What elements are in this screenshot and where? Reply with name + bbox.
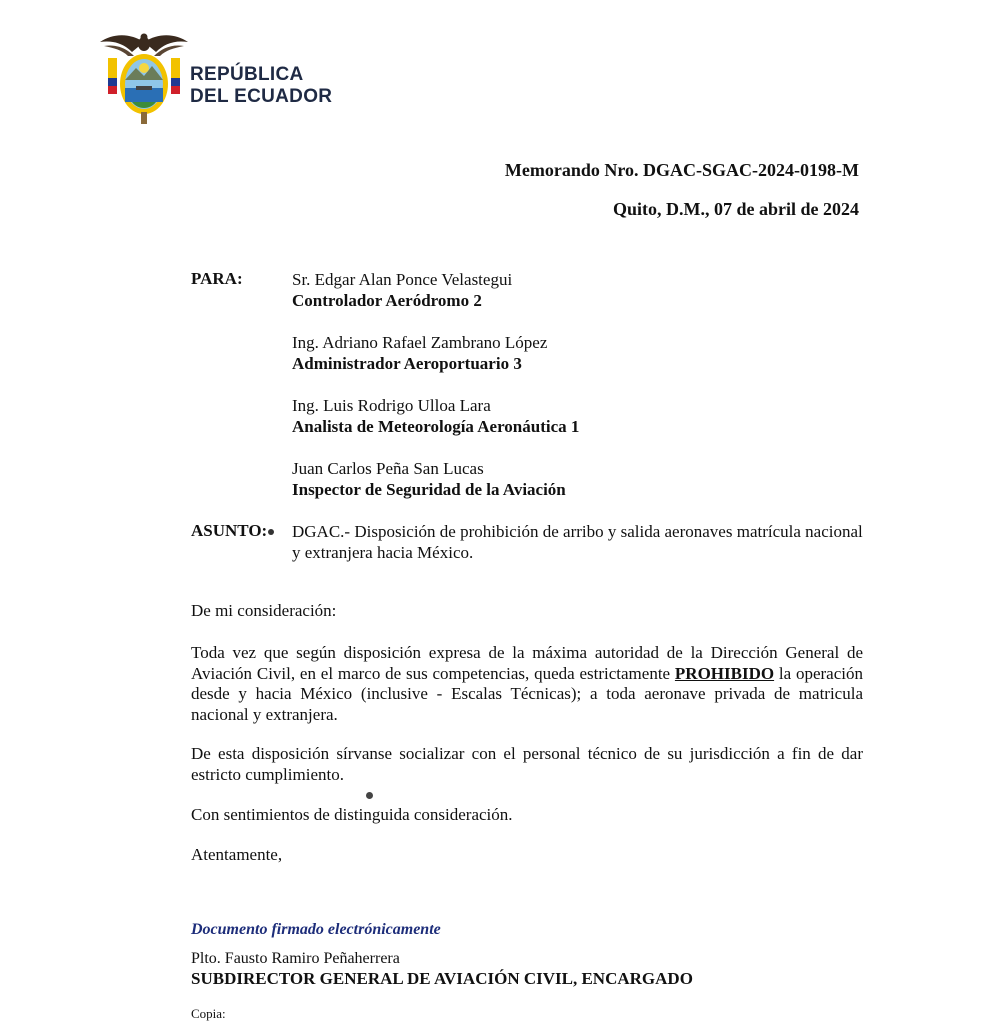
greeting: De mi consideración:: [191, 601, 337, 620]
electronic-signature-note: Documento firmado electrónicamente: [191, 921, 441, 938]
recipient-name: Juan Carlos Peña San Lucas: [292, 459, 484, 478]
signer-title: SUBDIRECTOR GENERAL DE AVIACIÓN CIVIL, ENCARGADO: [191, 969, 693, 988]
recipients-list: [292, 269, 862, 521]
asunto-label: ASUNTO:: [191, 521, 268, 540]
country-name-line1: REPÚBLICA: [190, 64, 304, 85]
recipient-role: Controlador Aeródromo 2: [292, 291, 482, 310]
prohibido-emphasis: PROHIBIDO: [674, 663, 775, 683]
ink-dot-icon: [268, 529, 274, 535]
body-paragraph-1: [191, 643, 863, 725]
recipient-role: Analista de Meteorología Aeronáutica 1: [292, 417, 580, 436]
body-paragraph-2: De esta disposición sírvanse socializar con el personal técnico de su jurisdicción a fin de dar estricto cumplimiento.: [191, 744, 863, 784]
recipient-name: Ing. Luis Rodrigo Ulloa Lara: [292, 396, 491, 415]
asunto-label-wrap: [191, 521, 274, 541]
recipient-role: Administrador Aeroportuario 3: [292, 354, 522, 373]
country-name: [190, 64, 332, 108]
memo-number: Memorando Nro. DGAC-SGAC-2024-0198-M: [504, 160, 859, 180]
ink-dot-icon: [366, 792, 373, 799]
asunto-text: DGAC.- Disposición de prohibición de arribo y salida aeronaves matrícula nacional y extranjera hacia México.: [292, 522, 863, 562]
copia-label: Copia:: [191, 1006, 226, 1021]
recipient: [292, 332, 862, 374]
recipient-role: Inspector de Seguridad de la Aviación: [292, 480, 566, 499]
recipient: [292, 458, 862, 500]
p1-text-after: la operación desde y hacia México (inclusive - Escalas Técnicas); a toda aeronave privada de matricula nacional y extranjera.: [191, 663, 863, 724]
p1-text-before: Toda vez que según disposición expresa de la máxima autoridad de la Dirección General de Aviación Civil, en el marco de sus competencias, queda estrictamente: [191, 643, 863, 683]
closing-line: Con sentimientos de distinguida consideración.: [191, 805, 513, 824]
regards-line: Atentamente,: [191, 845, 283, 864]
recipient-name: Ing. Adriano Rafael Zambrano López: [292, 333, 548, 352]
memo-date: Quito, D.M., 07 de abril de 2024: [613, 199, 859, 219]
recipient-name: Sr. Edgar Alan Ponce Velastegui: [292, 270, 513, 289]
country-name-line2: DEL ECUADOR: [190, 86, 333, 107]
para-label: PARA:: [191, 269, 243, 288]
recipient: [292, 395, 862, 437]
ecuador-coat-of-arms-icon: [98, 28, 190, 126]
signer-name: Plto. Fausto Ramiro Peñaherrera: [191, 950, 400, 967]
recipient: [292, 269, 862, 311]
